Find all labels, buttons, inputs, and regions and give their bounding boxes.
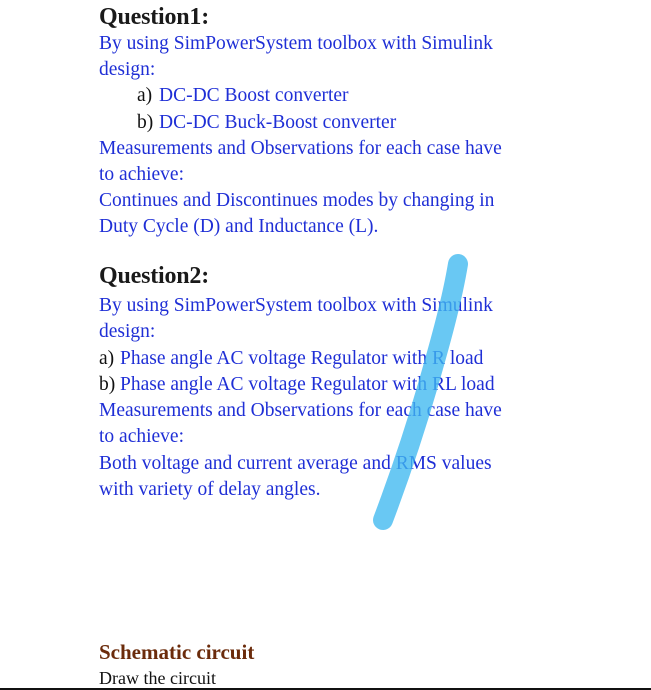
question2-goal-line1: Both voltage and current average and RMS values (99, 453, 492, 474)
question1-heading: Question1: (99, 4, 210, 30)
question2-item-a-text: Phase angle AC voltage Regulator with R load (120, 348, 484, 369)
question2-item-b-text: Phase angle AC voltage Regulator with RL load (120, 374, 495, 395)
question2-intro-line1: By using SimPowerSystem toolbox with Simulink (99, 295, 493, 316)
question1-item-b-text: DC-DC Buck-Boost converter (159, 112, 397, 133)
question1-measure-line1: Measurements and Observations for each case have (99, 138, 502, 159)
question2-measure-line2: to achieve: (99, 426, 184, 447)
schematic-subtext: Draw the circuit (99, 668, 216, 688)
question1-intro-line2: design: (99, 59, 156, 80)
question2-heading: Question2: (99, 263, 210, 289)
question2-measure-line1: Measurements and Observations for each case have (99, 400, 502, 421)
question2-goal-line2: with variety of delay angles. (99, 479, 321, 500)
question2-item-a-marker: a) (99, 348, 115, 369)
question1-measure-line2: to achieve: (99, 164, 184, 185)
question2-intro-line2: design: (99, 321, 156, 342)
question2-item-b-marker: b) (99, 374, 116, 395)
question1-goal-line1: Continues and Discontinues modes by changing in (99, 190, 495, 211)
schematic-heading: Schematic circuit (99, 640, 255, 664)
question1-item-a-text: DC-DC Boost converter (159, 85, 349, 106)
question1-goal-line2: Duty Cycle (D) and Inductance (L). (99, 216, 379, 237)
question1-intro-line1: By using SimPowerSystem toolbox with Simulink (99, 33, 493, 54)
question1-item-b-marker: b) (137, 112, 154, 133)
question1-item-a-marker: a) (137, 85, 153, 106)
